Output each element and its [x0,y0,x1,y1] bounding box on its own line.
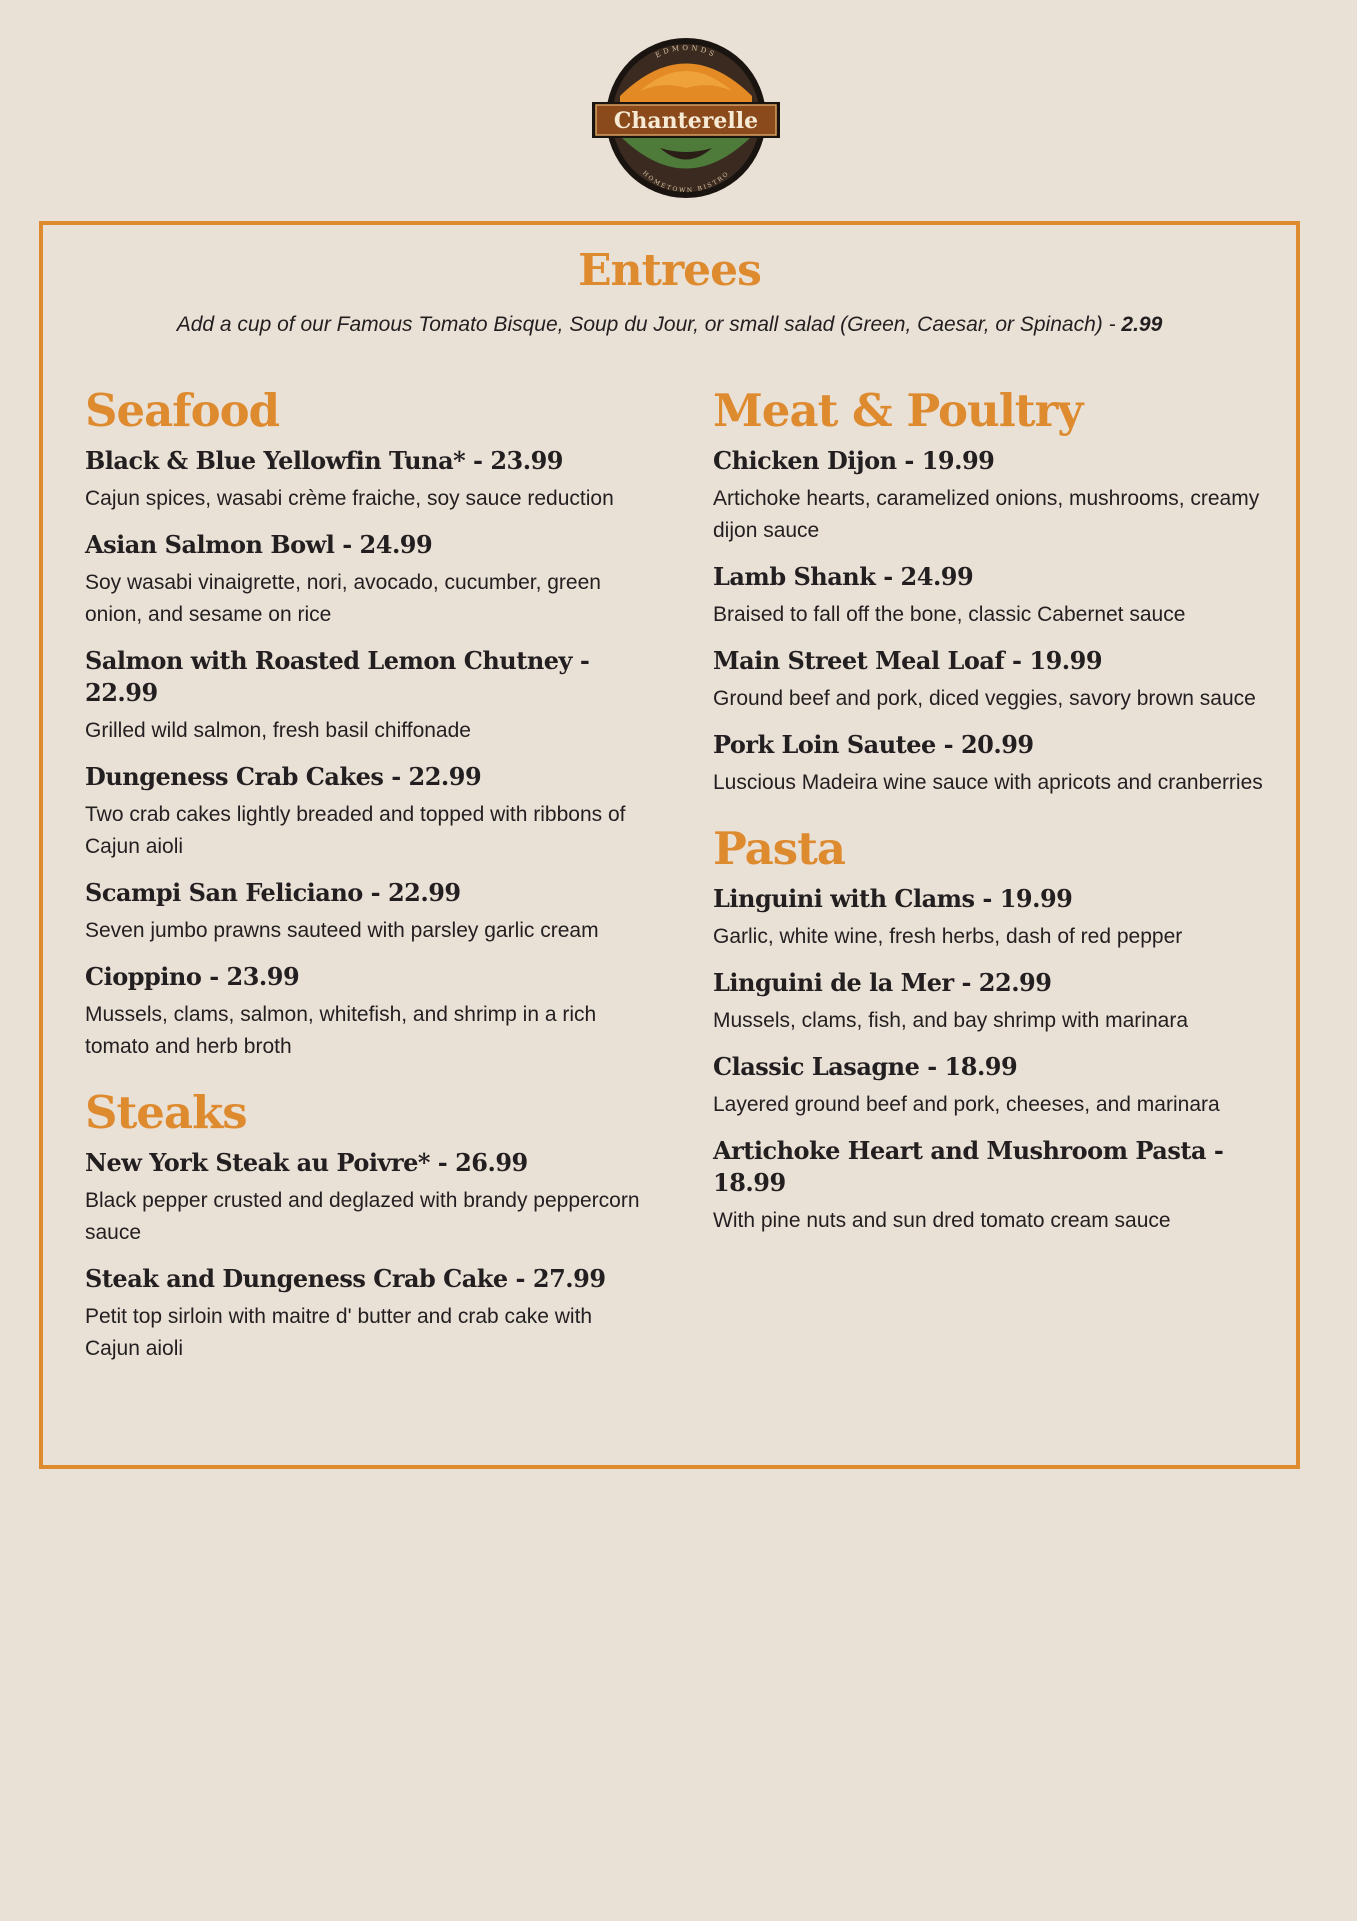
section-meat-poultry [713,383,1273,799]
menu-item [85,877,645,947]
menu-item [713,645,1273,715]
menu-item-name: Lamb Shank - 24.99 [713,562,974,591]
menu-item [713,729,1273,799]
menu-item-name: Scampi San Feliciano - 22.99 [85,878,461,907]
menu-item [713,967,1273,1037]
menu-item-name: Asian Salmon Bowl - 24.99 [85,530,433,559]
menu-item-description: Seven jumbo prawns sauteed with parsley garlic cream [85,919,599,942]
menu-item-description: Two crab cakes lightly breaded and topped with ribbons of Cajun aioli [85,803,626,858]
section-title: Pasta [713,822,846,875]
menu-item-description: Grilled wild salmon, fresh basil chiffonade [85,719,471,742]
section-title: Steaks [85,1086,247,1139]
menu-item-name: New York Steak au Poivre* - 26.99 [85,1148,528,1177]
menu-item-description: Garlic, white wine, fresh herbs, dash of red pepper [713,925,1183,948]
menu-item-name: Steak and Dungeness Crab Cake - 27.99 [85,1264,606,1293]
subtitle-price: 2.99 [1121,313,1163,336]
menu-item-name: Black & Blue Yellowfin Tuna* - 23.99 [85,446,563,475]
menu-item [85,761,645,863]
menu-item [713,883,1273,953]
menu-item-name: Linguini with Clams - 19.99 [713,884,1073,913]
menu-item-name: Main Street Meal Loaf - 19.99 [713,646,1103,675]
menu-item-name: Salmon with Roasted Lemon Chutney - 22.99 [85,646,590,707]
menu-item-description: Luscious Madeira wine sauce with apricots and cranberries [713,771,1263,794]
right-column [713,383,1273,1251]
menu-item [85,645,645,747]
left-column [85,383,645,1379]
section-title: Seafood [85,384,280,437]
menu-item [713,561,1273,631]
menu-item-description: Soy wasabi vinaigrette, nori, avocado, cucumber, green onion, and sesame on rice [85,571,601,626]
subtitle-text: Add a cup of our Famous Tomato Bisque, Soup du Jour, or small salad (Green, Caesar, or Spinach) - [176,313,1122,336]
menu-subtitle [43,313,1296,337]
menu-item-description: Ground beef and pork, diced veggies, savory brown sauce [713,687,1256,710]
section-pasta [713,821,1273,1237]
menu-item-description: Cajun spices, wasabi crème fraiche, soy sauce reduction [85,487,614,510]
svg-text:HOMETOWN BISTRO: HOMETOWN BISTRO [640,169,732,195]
menu-item-description: Braised to fall off the bone, classic Cabernet sauce [713,603,1186,626]
menu-item [713,1051,1273,1121]
menu-item-name: Cioppino - 23.99 [85,962,300,991]
menu-item [85,529,645,631]
logo-name-text: Chanterelle [613,108,759,134]
menu-item-name: Pork Loin Sautee - 20.99 [713,730,1034,759]
menu-item [713,445,1273,547]
menu-item [713,1135,1273,1237]
menu-item-description: Layered ground beef and pork, cheeses, and marinara [713,1093,1220,1116]
menu-item-name: Linguini de la Mer - 22.99 [713,968,1052,997]
svg-text:EDMONDS: EDMONDS [654,43,718,60]
menu-item-description: With pine nuts and sun dred tomato cream sauce [713,1209,1171,1232]
menu-item-description: Mussels, clams, fish, and bay shrimp with marinara [713,1009,1188,1032]
section-title: Meat & Poultry [713,384,1083,437]
menu-item-name: Classic Lasagne - 18.99 [713,1052,1018,1081]
menu-item-name: Chicken Dijon - 19.99 [713,446,995,475]
menu-item [85,1263,645,1365]
menu-item-description: Mussels, clams, salmon, whitefish, and shrimp in a rich tomato and herb broth [85,1003,597,1058]
section-steaks [85,1085,645,1365]
menu-item-description: Black pepper crusted and deglazed with brandy peppercorn sauce [85,1189,640,1244]
chanterelle-logo [590,36,782,200]
menu-item [85,961,645,1063]
menu-item-name: Artichoke Heart and Mushroom Pasta - 18.99 [713,1136,1224,1197]
page-title: Entrees [578,245,761,296]
menu-item-description: Artichoke hearts, caramelized onions, mushrooms, creamy dijon sauce [713,487,1260,542]
section-seafood [85,383,645,1063]
menu-item-name: Dungeness Crab Cakes - 22.99 [85,762,482,791]
menu-frame [39,221,1300,1469]
menu-item-description: Petit top sirloin with maitre d' butter and crab cake with Cajun aioli [85,1305,593,1360]
menu-item [85,445,645,515]
menu-item [85,1147,645,1249]
